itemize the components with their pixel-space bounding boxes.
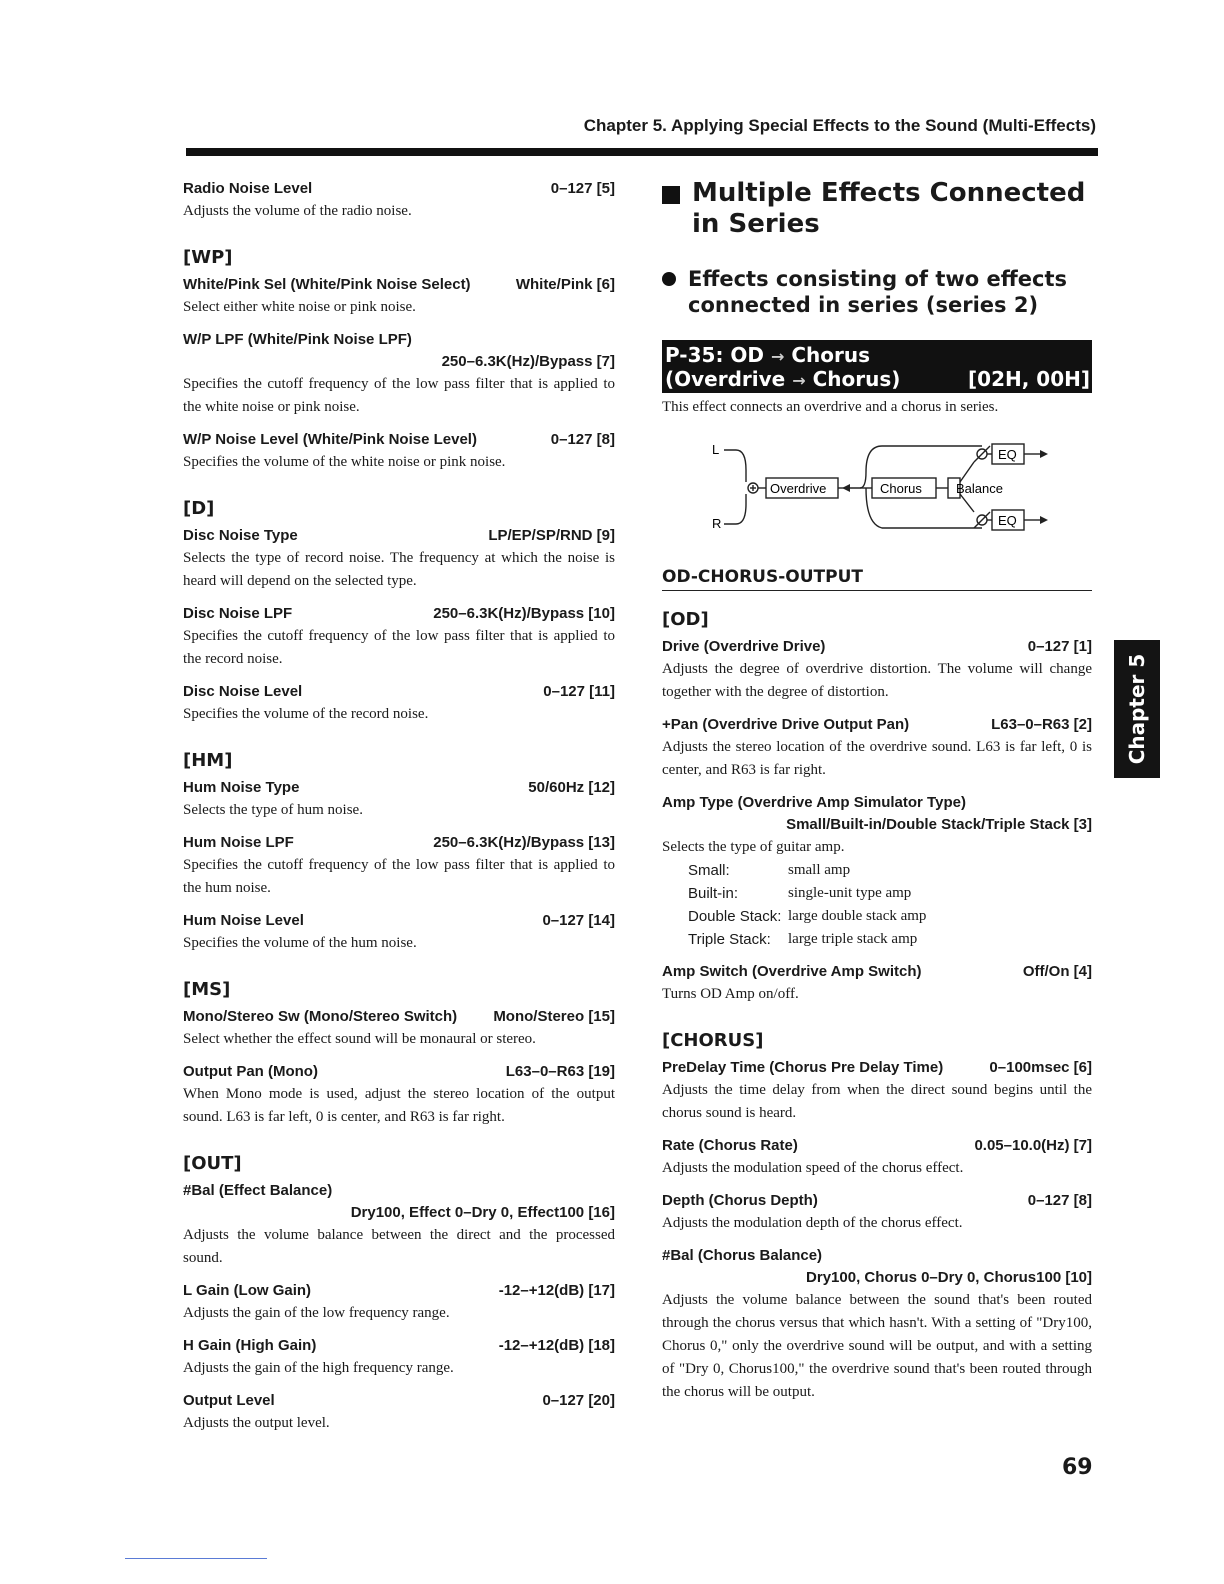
- param-desc: Adjusts the gain of the high frequency range.: [183, 1360, 454, 1376]
- param-range: LP/EP/SP/RND [9]: [488, 527, 615, 544]
- param-range: Off/On [4]: [1022, 963, 1092, 980]
- param-desc: Adjusts the degree of overdrive distortion. The volume will change together with the degree of distortion.: [662, 661, 1092, 700]
- param-disc-lpf: [183, 603, 615, 671]
- param-effect-balance: [183, 1180, 615, 1270]
- param-radio-noise-level: [183, 178, 615, 223]
- param-pan: [662, 714, 1092, 782]
- param-name: Hum Noise Type: [183, 779, 300, 796]
- param-rate: [662, 1135, 1092, 1180]
- param-name: L Gain (Low Gain): [183, 1282, 312, 1299]
- section-head-chorus: [CHORUS]: [662, 1030, 764, 1051]
- arrow-right-icon: [1040, 450, 1048, 458]
- param-range: 0.05–10.0(Hz) [7]: [974, 1137, 1092, 1154]
- param-range: 250–6.3K(Hz)/Bypass [7]: [441, 353, 615, 370]
- section-head-wp: [WP]: [183, 247, 233, 268]
- section-head-ms: [MS]: [183, 979, 231, 1000]
- section-head-d: [D]: [183, 498, 215, 519]
- param-range: 250–6.3K(Hz)/Bypass [10]: [433, 605, 615, 622]
- param-depth: [662, 1190, 1092, 1235]
- param-name: #Bal (Effect Balance): [183, 1182, 333, 1199]
- amp-type-options: [688, 859, 1092, 951]
- param-desc: Select either white noise or pink noise.: [183, 299, 416, 315]
- param-range: L63–0–R63 [2]: [991, 716, 1092, 733]
- diagram-label-r: R: [712, 516, 722, 531]
- param-hum-level: [183, 910, 615, 955]
- param-name: Drive (Overdrive Drive): [662, 638, 826, 655]
- chapter-header: Chapter 5. Applying Special Effects to the Sound (Multi-Effects): [583, 116, 1096, 135]
- block-title: OD-CHORUS-OUTPUT: [662, 567, 1092, 591]
- right-column: [662, 178, 1092, 1414]
- footnote-rule: [125, 1558, 267, 1559]
- param-range: -12–+12(dB) [17]: [498, 1282, 615, 1299]
- param-name: Hum Noise Level: [183, 912, 304, 929]
- param-name: PreDelay Time (Chorus Pre Delay Time): [662, 1059, 944, 1076]
- param-range: Dry100, Chorus 0–Dry 0, Chorus100 [10]: [806, 1269, 1092, 1286]
- list-item: Built-in: single-unit type amp: [688, 885, 912, 902]
- param-range: Dry100, Effect 0–Dry 0, Effect100 [16]: [350, 1204, 615, 1221]
- param-desc: Specifies the cutoff frequency of the low pass filter that is applied to the white noise or pink noise.: [183, 376, 615, 415]
- effect-line-2: (Overdrive → Chorus) [02H, 00H]: [665, 367, 1090, 391]
- diagram-eq-bottom: EQ: [998, 513, 1017, 528]
- list-item: Small: small amp: [688, 862, 851, 879]
- param-desc: Adjusts the time delay from when the direct sound begins until the chorus sound is heard.: [662, 1082, 1092, 1121]
- param-desc: Specifies the volume of the hum noise.: [183, 935, 417, 951]
- main-title: Multiple Effects Connected in Series: [662, 178, 1092, 240]
- param-desc: Adjusts the volume balance between the direct and the processed sound.: [183, 1227, 615, 1266]
- param-disc-type: [183, 525, 615, 593]
- param-range: -12–+12(dB) [18]: [498, 1337, 615, 1354]
- param-name: H Gain (High Gain): [183, 1337, 317, 1354]
- param-name: Amp Type (Overdrive Amp Simulator Type): [662, 794, 966, 811]
- param-desc: Adjusts the volume of the radio noise.: [183, 203, 412, 219]
- sub-title: Effects consisting of two effects connected in series (series 2): [662, 266, 1092, 318]
- param-name: Amp Switch (Overdrive Amp Switch): [662, 963, 922, 980]
- param-range: 0–127 [8]: [550, 431, 615, 448]
- param-desc: Selects the type of record noise. The frequency at which the noise is heard will depend on the selected type.: [183, 550, 615, 589]
- param-range: L63–0–R63 [19]: [505, 1063, 615, 1080]
- param-wp-sel: [183, 274, 615, 319]
- arrow-right-icon: →: [770, 347, 785, 366]
- param-desc: Turns OD Amp on/off.: [662, 986, 799, 1002]
- param-name: Disc Noise Type: [183, 527, 298, 544]
- param-desc: Adjusts the gain of the low frequency range.: [183, 1305, 450, 1321]
- param-range: 0–127 [1]: [1027, 638, 1092, 655]
- diagram-balance: Balance: [956, 481, 1003, 496]
- param-name: Rate (Chorus Rate): [662, 1137, 798, 1154]
- param-output-pan: [183, 1061, 615, 1129]
- param-range: 0–127 [14]: [542, 912, 615, 929]
- param-desc: Selects the type of hum noise.: [183, 802, 363, 818]
- param-output-level: [183, 1390, 615, 1435]
- param-wp-level: [183, 429, 615, 474]
- diagram-label-l: L: [712, 442, 720, 457]
- param-name: Output Level: [183, 1392, 275, 1409]
- param-range: Small/Built-in/Double Stack/Triple Stack [3]: [786, 816, 1092, 833]
- param-range: Mono/Stereo [15]: [493, 1008, 615, 1025]
- param-hum-type: [183, 777, 615, 822]
- signal-flow-diagram: [702, 432, 1092, 542]
- diagram-eq-top: EQ: [998, 447, 1017, 462]
- param-range: 0–127 [5]: [550, 180, 615, 197]
- section-head-out: [OUT]: [183, 1153, 242, 1174]
- param-range: 0–127 [11]: [543, 683, 615, 700]
- param-name: #Bal (Chorus Balance): [662, 1247, 823, 1264]
- param-name: Disc Noise LPF: [183, 605, 293, 622]
- header-rule: [186, 148, 1098, 156]
- effect-title-box: [662, 340, 1092, 393]
- param-desc: Specifies the cutoff frequency of the low pass filter that is applied to the hum noise.: [183, 857, 615, 896]
- param-desc: Specifies the cutoff frequency of the low pass filter that is applied to the record noise.: [183, 628, 615, 667]
- effect-code: [02H, 00H]: [968, 367, 1090, 391]
- arrow-right-icon: →: [792, 371, 806, 390]
- param-name: W/P LPF (White/Pink Noise LPF): [183, 331, 412, 348]
- param-high-gain: [183, 1335, 615, 1380]
- param-mono-stereo: [183, 1006, 615, 1051]
- param-desc: Adjusts the output level.: [183, 1415, 330, 1431]
- param-name: +Pan (Overdrive Drive Output Pan): [662, 716, 910, 733]
- list-item: Double Stack: large double stack amp: [688, 908, 927, 925]
- param-name: Output Pan (Mono): [183, 1063, 318, 1080]
- chapter-tab: Chapter 5: [1114, 640, 1160, 778]
- param-range: 250–6.3K(Hz)/Bypass [13]: [433, 834, 615, 851]
- param-name: Depth (Chorus Depth): [662, 1192, 818, 1209]
- diagram-chorus: Chorus: [880, 481, 922, 496]
- param-disc-level: [183, 681, 615, 726]
- param-low-gain: [183, 1280, 615, 1325]
- param-predelay: [662, 1057, 1092, 1125]
- arrow-left-icon: [842, 484, 850, 492]
- effect-intro: This effect connects an overdrive and a chorus in series.: [662, 399, 999, 415]
- param-desc: Specifies the volume of the white noise or pink noise.: [183, 454, 506, 470]
- arrow-right-icon: [1040, 516, 1048, 524]
- param-desc: Adjusts the volume balance between the sound that's been routed through the chorus versus that which hasn't. With a setting of "Dry100, Chorus 0," only the overdrive sound will be output, and with a setting of "Dry 0, Chorus100," the overdrive sound that's been routed through the chorus will be output.: [662, 1292, 1092, 1400]
- param-hum-lpf: [183, 832, 615, 900]
- param-wp-lpf: [183, 329, 615, 419]
- param-name: Disc Noise Level: [183, 683, 303, 700]
- param-desc: Selects the type of guitar amp.: [662, 839, 845, 855]
- param-chorus-balance: [662, 1245, 1092, 1404]
- param-desc: Select whether the effect sound will be monaural or stereo.: [183, 1031, 536, 1047]
- param-range: 0–100msec [6]: [989, 1059, 1092, 1076]
- diagram-overdrive: Overdrive: [770, 481, 827, 496]
- param-range: 0–127 [20]: [542, 1392, 615, 1409]
- square-bullet-icon: [662, 186, 680, 204]
- param-desc: When Mono mode is used, adjust the stereo location of the output sound. L63 is far left, 0 is center, and R63 is far right.: [183, 1086, 615, 1125]
- left-column: [183, 178, 615, 1445]
- param-amp-type: [662, 792, 1092, 951]
- list-item: Triple Stack: large triple stack amp: [688, 931, 918, 948]
- param-range: White/Pink [6]: [515, 276, 615, 293]
- param-drive: [662, 636, 1092, 704]
- circle-bullet-icon: [662, 272, 676, 286]
- param-name: Hum Noise LPF: [183, 834, 294, 851]
- section-head-hm: [HM]: [183, 750, 233, 771]
- param-desc: Specifies the volume of the record noise.: [183, 706, 429, 722]
- param-name: White/Pink Sel (White/Pink Noise Select): [183, 276, 471, 293]
- param-desc: Adjusts the modulation depth of the chorus effect.: [662, 1215, 963, 1231]
- section-head-od: [OD]: [662, 609, 709, 630]
- param-range: 0–127 [8]: [1027, 1192, 1092, 1209]
- page-number: 69: [1062, 1455, 1093, 1480]
- param-name: Radio Noise Level: [183, 180, 313, 197]
- param-name: W/P Noise Level (White/Pink Noise Level): [183, 431, 477, 448]
- param-desc: Adjusts the modulation speed of the chorus effect.: [662, 1160, 964, 1176]
- param-amp-switch: [662, 961, 1092, 1006]
- param-name: Mono/Stereo Sw (Mono/Stereo Switch): [183, 1008, 458, 1025]
- param-desc: Adjusts the stereo location of the overdrive sound. L63 is far left, 0 is center, and R63 is far right.: [662, 739, 1092, 778]
- effect-line-1: P-35: OD → Chorus: [665, 343, 871, 367]
- param-range: 50/60Hz [12]: [528, 779, 615, 796]
